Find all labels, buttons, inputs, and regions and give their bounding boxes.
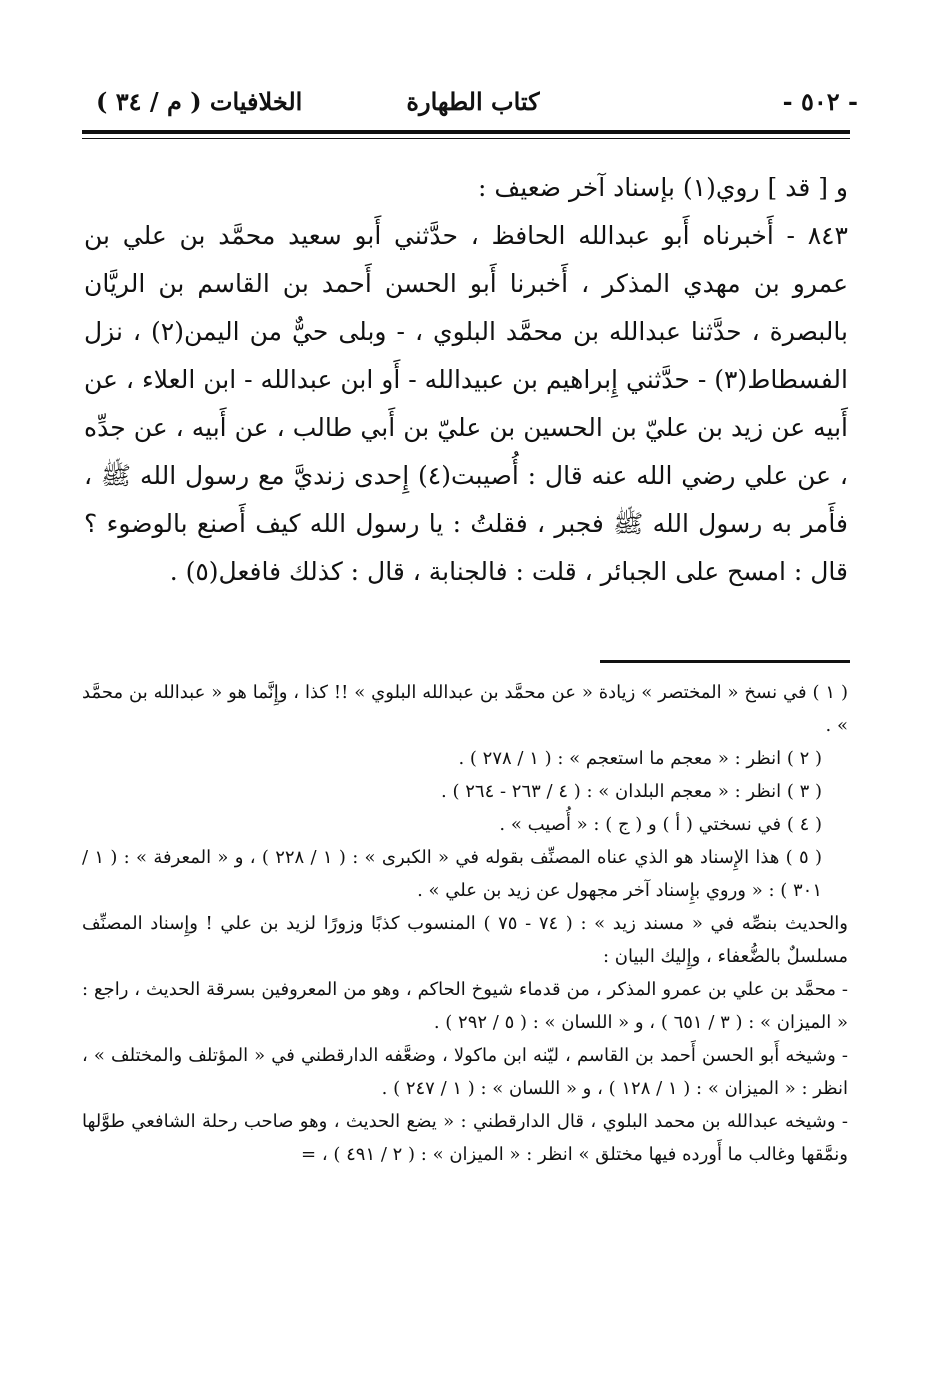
footnote-2: ( ٢ ) انظر : « معجم ما استعجم » : ( ١ / ٢٧٨ ) . (458, 748, 822, 769)
footnote-5-narrator-2: - وشيخه أَبو الحسن أَحمد بن القاسم ، ليّنه ابن ماكولا ، وضعَّفه الدارقطني في « المؤتلف والمختلف » ، انظر : « الميزان » : ( ١ / ١٢٨ ) ، و « اللسان » : ( ١ / ٢٤٧ ) . (82, 1045, 848, 1099)
header-rule-thick (82, 130, 850, 134)
book-title: كتاب الطهارة (406, 87, 540, 116)
footnote-1: ( ١ ) في نسخ « المختصر » زيادة « عن محمَّد بن عبدالله البلوي » !! كذا ، وإِنَّما هو « عبدالله بن محمَّد » . (82, 682, 848, 736)
page-number: - ٥٠٢ - (782, 87, 858, 116)
header-rule-thin (82, 138, 850, 139)
footnote-5-continued: والحديث بنصِّه في « مسند زيد » : ( ٧٤ - ٧٥ ) المنسوب كذبًا وزورًا لزيد بن علي ! وإِسناد المصنِّف مسلسلٌ بالضُّعفاء ، وإِليك البيان : (82, 913, 848, 967)
volume-reference: الخلافيات ( م / ٣٤ ) (96, 87, 303, 116)
footnotes (82, 676, 848, 1171)
intro-line: و [ قد ] روي(١) بإسناد آخر ضعيف : (477, 173, 848, 202)
hadith-paragraph: ٨٤٣ - أَخبرناه أَبو عبدالله الحافظ ، حدَّثني أَبو سعيد محمَّد بن علي بن عمرو بن مهدي المذكر ، أَخبرنا أَبو الحسن أَحمد بن القاسم بن الريَّان بالبصرة ، حدَّثنا عبدالله بن محمَّد البلوي ، - وبلى حيٌّ من اليمن(٢) ، نزل الفسطاط(٣) - حدَّثني إِبراهيم بن عبيدالله - أَو ابن عبدالله - ابن العلاء ، عن أَبيه عن زيد بن عليّ بن الحسين بن عليّ بن أَبي طالب ، عن أَبيه ، عن جدِّه ، عن علي رضي الله عنه قال : أُصيبت(٤) إِحدى زنديَّ مع رسول الله ﷺ ، فأَمر به رسول الله ﷺ فجبر ، فقلتُ : يا رسول الله كيف أَصنع بالوضوء ؟ قال : امسح على الجبائر ، قلت : فالجنابة ، قال : كذلك فافعل(٥) . (84, 221, 849, 586)
main-text (84, 164, 848, 596)
footnote-4: ( ٤ ) في نسختي ( أ ) و ( ج ) : « أُصيب » . (499, 814, 822, 835)
footnote-5-narrator-1: - محمَّد بن علي بن عمرو المذكر ، من قدماء شيوخ الحاكم ، وهو من المعروفين بسرقة الحديث ، راجع : « الميزان » : ( ٣ / ٦٥١ ) ، و « اللسان » : ( ٥ / ٢٩٢ ) . (82, 979, 848, 1033)
footnote-separator (600, 660, 850, 663)
footnote-5-narrator-3: - وشيخه عبدالله بن محمد البلوي ، قال الدارقطني : « يضع الحديث ، وهو صاحب رحلة الشافعي طوَّلها ونمَّقها وغالب ما أَورده فيها مختلق » انظر : « الميزان » : ( ٢ / ٤٩١ ) ، = (82, 1111, 848, 1165)
footnote-3: ( ٣ ) انظر : « معجم البلدان » : ( ٤ / ٢٦٣ - ٢٦٤ ) . (441, 781, 822, 802)
footnote-5: ( ٥ ) هذا الإِسناد هو الذي عناه المصنِّف بقوله في « الكبرى » : ( ١ / ٢٢٨ ) ، و « المعرفة » : ( ١ / ٣٠١ ) : « وروي بإِسناد آخر مجهول عن زيد بن علي » . (82, 847, 822, 901)
